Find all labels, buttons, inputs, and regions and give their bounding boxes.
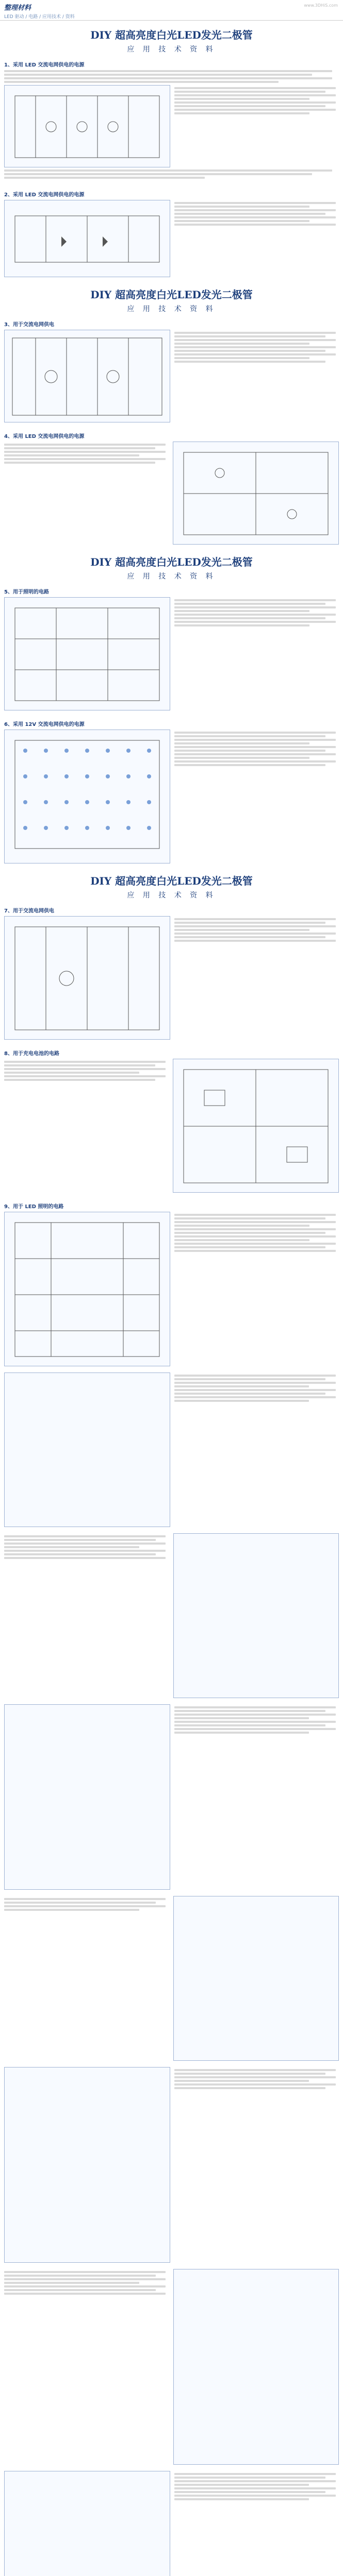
brand-title: 整理材料 bbox=[4, 4, 31, 12]
section-2 bbox=[0, 184, 343, 280]
banner-title: DIY 超高亮度白光LED发光二极管 bbox=[90, 289, 253, 301]
section-heading: 9、用于 LED 照明的电路 bbox=[4, 1204, 64, 1210]
section-heading: 7、用于交流电网供电 bbox=[4, 908, 54, 914]
section-16 bbox=[0, 2468, 343, 2576]
circuit-schematic bbox=[4, 85, 170, 167]
banner-subtitle: 应 用 技 术 资 料 bbox=[127, 891, 216, 900]
section-heading: 2、采用 LED 交流电网供电的电源 bbox=[4, 192, 85, 198]
banner-subtitle: 应 用 技 术 资 料 bbox=[127, 45, 216, 54]
section-14 bbox=[0, 2064, 343, 2266]
section-9 bbox=[0, 1196, 343, 1369]
circuit-schematic bbox=[4, 2471, 170, 2576]
section-8 bbox=[0, 1043, 343, 1196]
led-array-diagram bbox=[4, 730, 170, 863]
section-heading: 6、采用 12V 交流电网供电的电源 bbox=[4, 722, 85, 727]
brand-subtitle: LED 驱动 / 电路 / 应用技术 / 资料 bbox=[4, 14, 75, 20]
document-header bbox=[0, 0, 343, 21]
circuit-schematic bbox=[173, 1059, 339, 1193]
section-heading: 4、采用 LED 交流电网供电的电源 bbox=[4, 434, 85, 439]
section-15 bbox=[0, 2266, 343, 2468]
banner-title: DIY 超高亮度白光LED发光二极管 bbox=[90, 875, 253, 887]
title-banner bbox=[4, 870, 339, 903]
paragraph bbox=[4, 70, 339, 83]
section-heading: 5、用于照明的电路 bbox=[4, 589, 49, 595]
section-11 bbox=[0, 1530, 343, 1701]
section-12 bbox=[0, 1701, 343, 1893]
banner-title: DIY 超高亮度白光LED发光二极管 bbox=[90, 556, 253, 568]
circuit-schematic bbox=[4, 1704, 170, 1890]
section-heading: 1、采用 LED 交流电网供电的电源 bbox=[4, 62, 85, 68]
banner-subtitle: 应 用 技 术 资 料 bbox=[127, 572, 216, 581]
section-4 bbox=[0, 426, 343, 548]
header-site: www.3DHiS.com bbox=[304, 3, 338, 8]
circuit-schematic bbox=[173, 2269, 339, 2465]
title-banner bbox=[4, 24, 339, 57]
title-banner bbox=[4, 551, 339, 584]
circuit-schematic bbox=[4, 916, 170, 1040]
section-1 bbox=[0, 21, 343, 184]
circuit-schematic bbox=[173, 442, 339, 545]
circuit-schematic bbox=[4, 330, 170, 422]
banner-subtitle: 应 用 技 术 资 料 bbox=[127, 305, 216, 313]
circuit-schematic bbox=[173, 1533, 339, 1698]
banner-title: DIY 超高亮度白光LED发光二极管 bbox=[90, 29, 253, 41]
section-7 bbox=[0, 867, 343, 1043]
circuit-schematic bbox=[4, 1212, 170, 1366]
section-5 bbox=[0, 548, 343, 714]
section-3 bbox=[0, 280, 343, 426]
section-heading: 8、用于充电电池的电路 bbox=[4, 1051, 59, 1057]
section-13 bbox=[0, 1893, 343, 2064]
section-10 bbox=[0, 1369, 343, 1530]
circuit-schematic bbox=[4, 597, 170, 710]
section-6 bbox=[0, 714, 343, 867]
circuit-schematic bbox=[4, 2067, 170, 2263]
section-heading: 3、用于交流电网供电 bbox=[4, 322, 54, 328]
title-banner bbox=[4, 283, 339, 317]
circuit-schematic bbox=[4, 200, 170, 277]
circuit-schematic bbox=[173, 1896, 339, 2061]
circuit-schematic bbox=[4, 1372, 170, 1527]
